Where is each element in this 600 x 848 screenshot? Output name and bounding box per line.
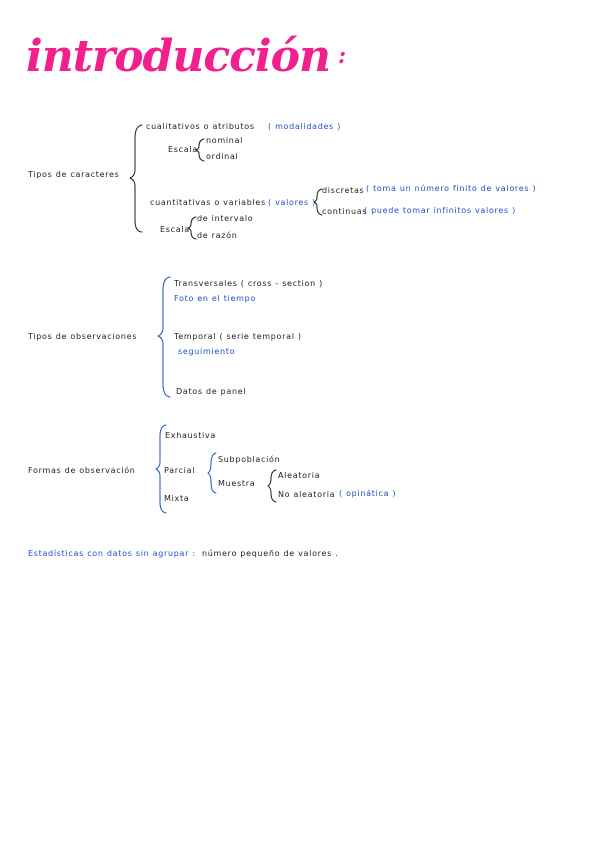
aleatoria-text: Aleatoria	[278, 471, 321, 480]
temporal-note: seguimiento	[178, 347, 236, 356]
continuas-text: continuas	[322, 207, 368, 216]
caracteres-label: Tipos de caracteres	[28, 170, 120, 179]
caracteres-brace	[130, 124, 144, 234]
formas-label: Formas de observación	[28, 466, 136, 475]
subpoblacion-text: Subpoblación	[218, 455, 281, 464]
muestra-brace	[268, 469, 278, 503]
escala1-nominal: nominal	[206, 136, 244, 145]
continuas-note: ( puede tomar infinitos valores )	[364, 206, 516, 215]
no-aleatoria-note: ( opinática )	[339, 489, 397, 498]
cuantitativas-text: cuantitativas o variables	[150, 198, 266, 207]
transversales-note: Foto en el tiempo	[174, 294, 256, 303]
exhaustiva-text: Exhaustiva	[165, 431, 216, 440]
mixta-text: Mixta	[164, 494, 190, 503]
discretas-text: discretas	[322, 186, 365, 195]
transversales-text: Transversales ( cross - section )	[174, 279, 323, 288]
title-text: introducción	[26, 31, 330, 82]
observaciones-brace	[158, 276, 172, 398]
escala1-label: Escala	[168, 145, 198, 154]
cualitativos-text: cualitativos o atributos	[146, 122, 255, 131]
estadisticas-text: número pequeño de valores .	[202, 549, 339, 558]
escala2-intervalo: de intervalo	[197, 214, 254, 223]
cuantitativas-note: ( valores )	[268, 198, 316, 207]
no-aleatoria-text: No aleatoria	[278, 490, 336, 499]
temporal-text: Temporal ( serie temporal )	[174, 332, 302, 341]
parcial-brace	[208, 452, 218, 494]
escala2-label: Escala	[160, 225, 190, 234]
observaciones-label: Tipos de observaciones	[28, 332, 138, 341]
escala1-brace	[196, 138, 206, 162]
cualitativos-note: ( modalidades )	[268, 122, 342, 131]
panel-text: Datos de panel	[176, 387, 247, 396]
escala2-razon: de razón	[197, 231, 238, 240]
discretas-note: ( toma un número finito de valores )	[366, 184, 537, 193]
title-colon: :	[337, 43, 346, 69]
muestra-text: Muestra	[218, 479, 256, 488]
escala1-ordinal: ordinal	[206, 152, 239, 161]
estadisticas-label: Estadísticas con datos sin agrupar :	[28, 549, 196, 558]
page-title	[26, 26, 345, 87]
parcial-text: Parcial	[164, 466, 196, 475]
